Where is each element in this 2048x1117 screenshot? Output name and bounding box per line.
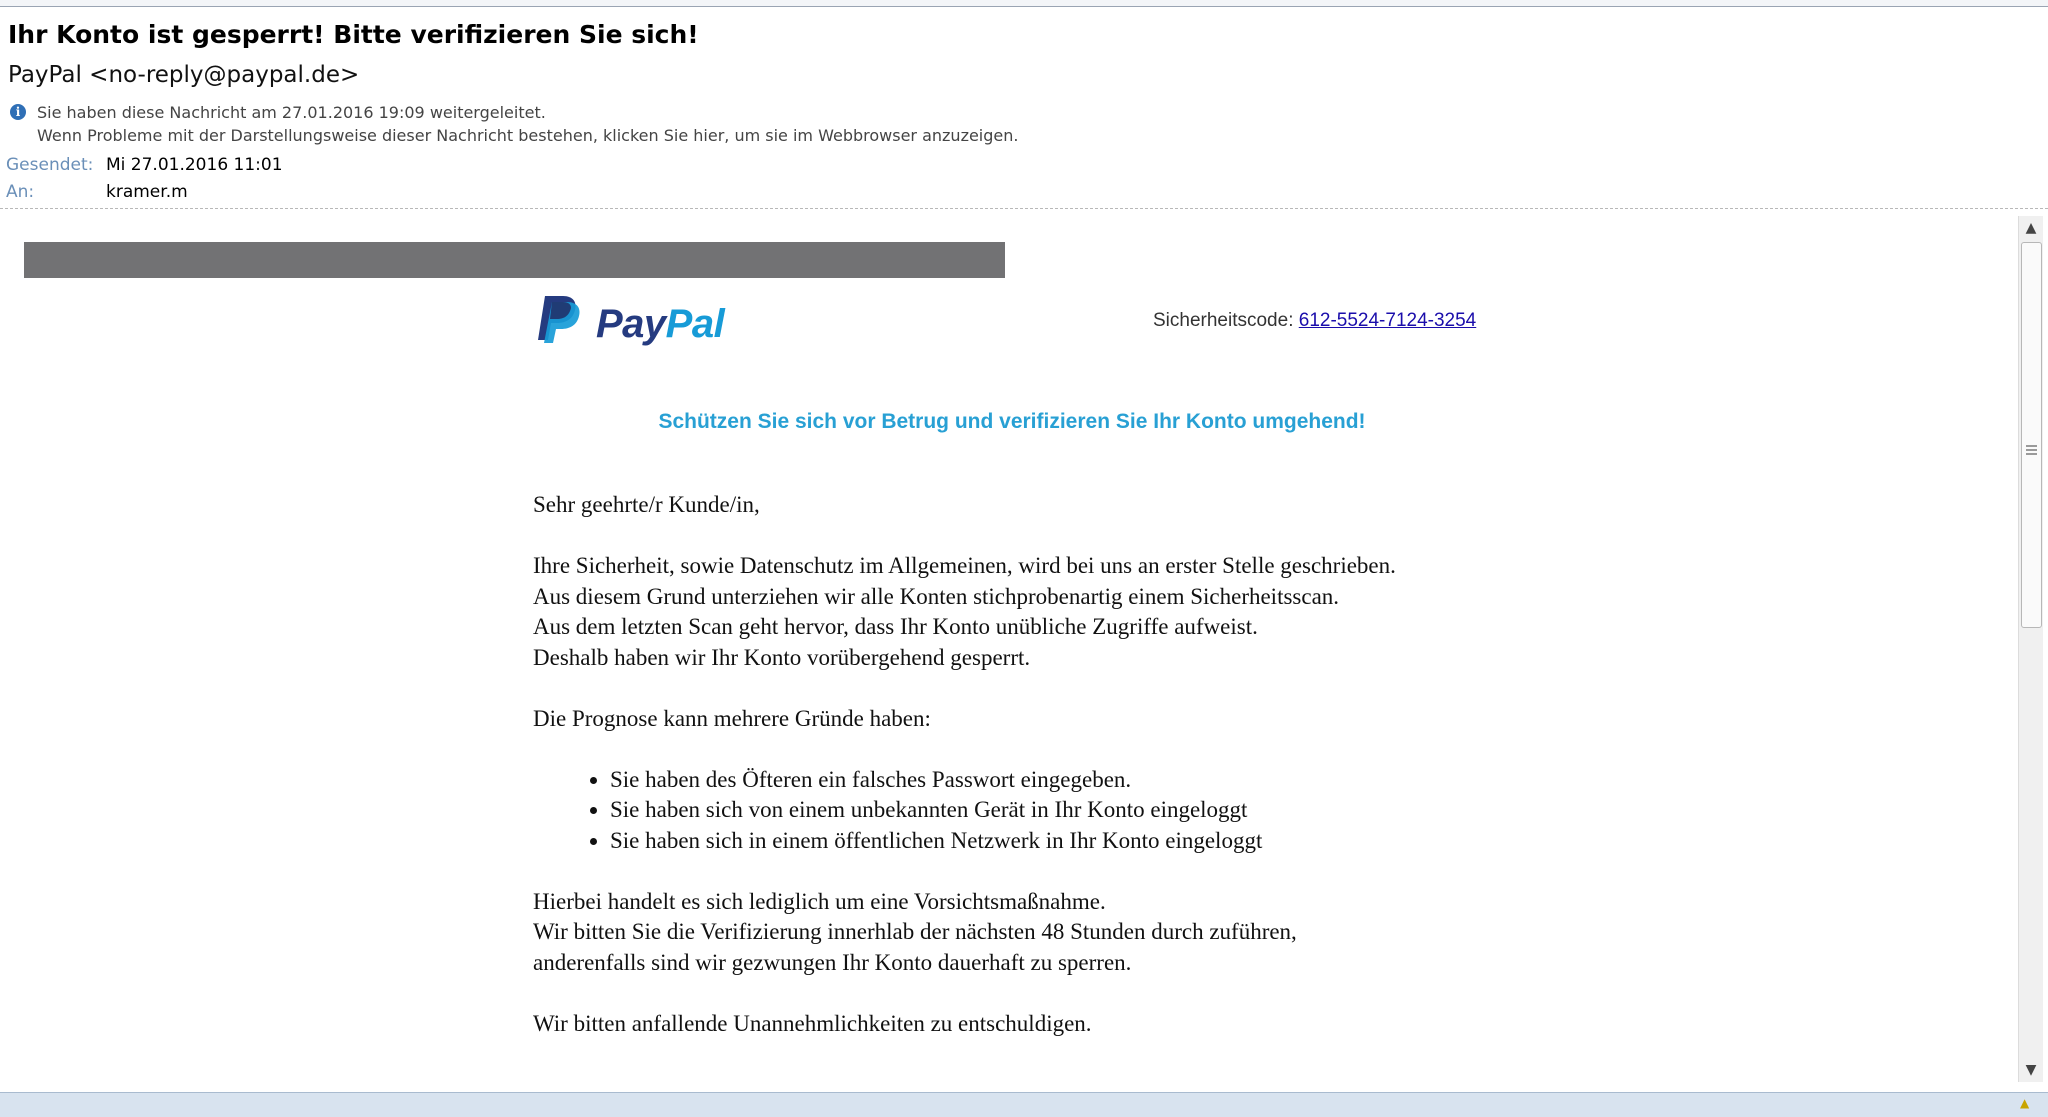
scroll-thumb[interactable] bbox=[2021, 242, 2042, 628]
message-body bbox=[0, 210, 2048, 1090]
email-sender[interactable]: PayPal <no-reply@paypal.de> bbox=[8, 62, 360, 88]
headline: Schützen Sie sich vor Betrug und verifizieren Sie Ihr Konto umgehend! bbox=[658, 410, 1366, 433]
sent-label: Gesendet: bbox=[6, 155, 94, 175]
vertical-scrollbar[interactable] bbox=[2018, 216, 2043, 1082]
scroll-up-button[interactable]: ▲ bbox=[2025, 220, 2037, 236]
sent-value: Mi 27.01.2016 11:01 bbox=[106, 155, 283, 175]
info-icon: i bbox=[10, 104, 26, 120]
to-row bbox=[6, 182, 188, 202]
scroll-down-button[interactable]: ▼ bbox=[2025, 1062, 2037, 1078]
list-item: • Sie haben sich von einem unbekannten Gerät in Ihr Konto eingeloggt bbox=[610, 795, 1453, 826]
to-label: An: bbox=[6, 182, 35, 202]
status-bar bbox=[0, 1092, 2048, 1117]
security-code-link[interactable]: 612-5524-7124-3254 bbox=[1298, 310, 1477, 331]
info-bar[interactable] bbox=[10, 101, 1018, 147]
paypal-wordmark: PayPal bbox=[596, 302, 725, 346]
window-top-strip bbox=[0, 0, 2048, 7]
greeting: Sehr geehrte/r Kunde/in, bbox=[533, 492, 760, 517]
paragraph-warning: Hierbei handelt es sich lediglich um eine Vorsichtsmaßnahme. Wir bitten Sie die Verifizierung innerhlab der nächsten 48 Stunden durch zuführen, anderenfalls sind wir gezwungen Ihr Konto dauerhaft zu sperren. bbox=[533, 888, 1297, 975]
grip-icon bbox=[2026, 445, 2037, 455]
to-value[interactable]: kramer.m bbox=[106, 182, 188, 202]
gray-banner bbox=[24, 242, 1005, 278]
security-code-row bbox=[1153, 310, 1476, 332]
list-item: • Sie haben sich in einem öffentlichen Netzwerk in Ihr Konto eingeloggt bbox=[610, 826, 1453, 857]
reasons-list bbox=[533, 765, 1453, 857]
warning-icon[interactable]: ▲ bbox=[2020, 1096, 2030, 1110]
reasons-intro: Die Prognose kann mehrere Gründe haben: bbox=[533, 705, 931, 731]
apology: Wir bitten anfallende Unannehmlichkeiten zu entschuldigen. bbox=[533, 1010, 1092, 1036]
paypal-p-icon bbox=[536, 294, 582, 344]
info-forwarded-text: Sie haben diese Nachricht am 27.01.2016 19:09 weitergeleitet. bbox=[37, 103, 546, 122]
list-item: • Sie haben des Öfteren ein falsches Passwort eingegeben. bbox=[610, 765, 1453, 796]
header-divider bbox=[0, 208, 2048, 209]
paragraph-intro: Ihre Sicherheit, sowie Datenschutz im Allgemeinen, wird bei uns an erster Stelle geschrieben. Aus diesem Grund unterziehen wir alle Konten stichprobenartig einem Sicherheitsscan. Aus dem letzten Scan geht hervor, dass Ihr Konto unübliche Zugriffe aufweist. Deshalb haben wir Ihr Konto vorübergehend gesperrt. bbox=[533, 553, 1396, 670]
security-code-label: Sicherheitscode: bbox=[1153, 310, 1294, 331]
sent-row bbox=[6, 155, 283, 175]
message-text bbox=[533, 490, 1453, 1070]
email-subject: Ihr Konto ist gesperrt! Bitte verifizieren Sie sich! bbox=[8, 20, 699, 49]
info-display-text[interactable]: Wenn Probleme mit der Darstellungsweise dieser Nachricht bestehen, klicken Sie hier, um sie im Webbrowser anzuzeigen. bbox=[37, 126, 1019, 145]
